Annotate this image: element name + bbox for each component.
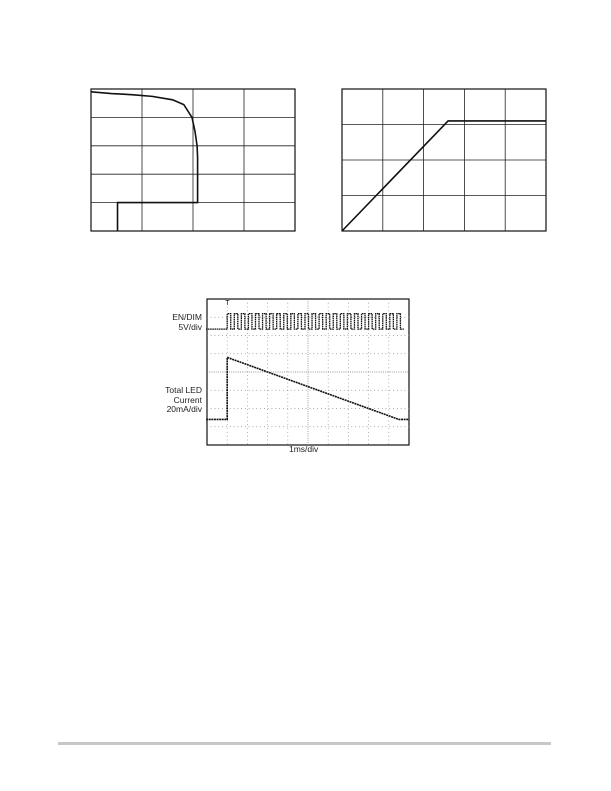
scope-channel-1-label: EN/DIM 5V/div — [172, 312, 202, 332]
scope-channel-2-label: Total LED Current 20mA/div — [165, 385, 202, 414]
scope-plot — [206, 298, 410, 446]
chart-top-right — [341, 88, 547, 232]
footer-rule — [58, 742, 551, 745]
chart-top-right-plot — [341, 88, 547, 232]
scope-x-axis-label: 1ms/div — [289, 444, 319, 454]
scope-trigger-marker: T — [225, 300, 230, 307]
chart-top-left — [90, 88, 296, 232]
chart-top-left-plot — [90, 88, 296, 232]
scope-screen — [206, 298, 410, 446]
